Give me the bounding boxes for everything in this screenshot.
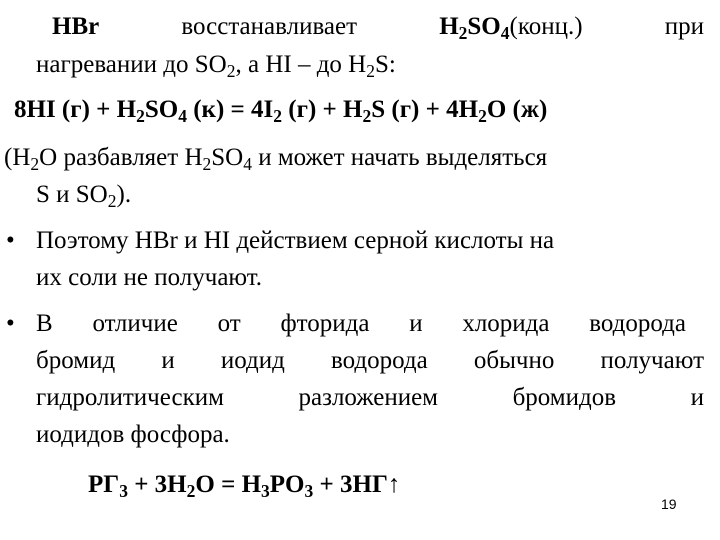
reaction-equation-2: $РГ_3 + 3H_2O = H_3PO_3$ + 3HГ↑ [88,471,401,501]
note-line-1: ($H_2O$ разбавляет $H_2SO_4$ и может начать выделяться [4,144,548,174]
intro-line-1 [52,8,704,45]
text-word: при [664,13,704,40]
bullet2-line-4: иодидов фосфора. [36,421,230,448]
gas-arrow-icon: ↑ [387,471,401,498]
text-word: восстанавливает [181,13,358,40]
bullet-marker: • [6,310,15,337]
bullet1-line-2: их соли не получают. [36,264,263,291]
bullet2-line-3: гидролитическим разложением бромидов и [36,384,704,411]
bullet2-line-2: бромид и иодид водорода обычно получают [36,347,704,374]
reaction-equation-1: 8HI $(г) + H_2SO_4$ $(к) = 4I_2$ $(г) + H_2S$ $(г) + 4H_2O$ (ж) [14,96,548,126]
bullet1-line-1: Поэтому HBr и HI действием серной кислоты на [36,227,555,254]
formula-hbr: HBr [52,13,100,40]
note-line-2: S и $SO_2$). [36,181,132,211]
intro-line-2: нагревании до $SO_2$, а HI – до $H_2S$: [36,51,396,81]
formula-h2so4: $H_2SO_4(конц.)$ [439,13,583,43]
bullet2-line-1: В отличие от фторида и хлорида водорода [36,310,686,337]
bullet-marker: • [6,227,15,254]
page-number: 19 [661,496,677,512]
